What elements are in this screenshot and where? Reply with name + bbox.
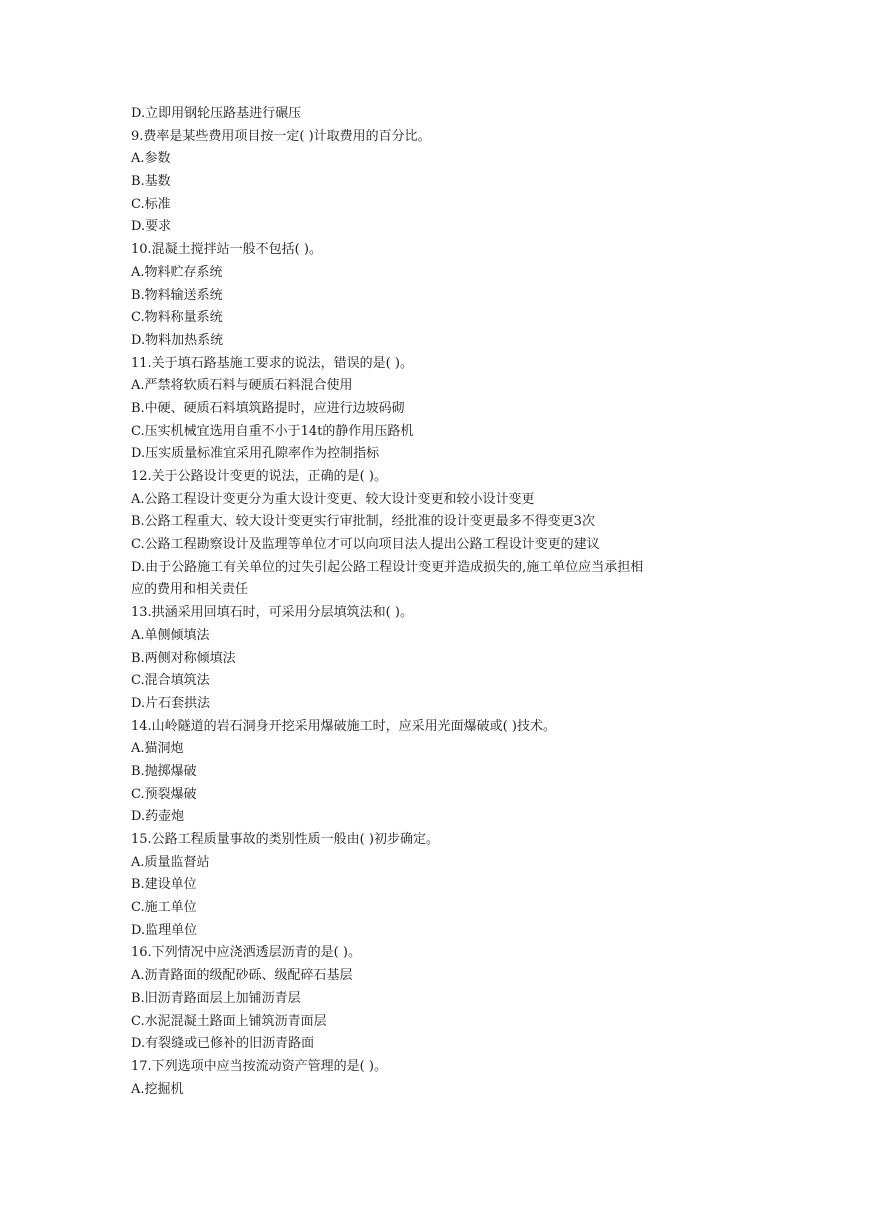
option-line: A.挖掘机 <box>131 1081 184 1097</box>
option-line: C.施工单位 <box>131 900 197 916</box>
option-line: A.严禁将软质石料与硬质石料混合使用 <box>131 378 353 394</box>
option-line: D.要求 <box>131 219 172 235</box>
question-line: 14.山岭隧道的岩石洞身开挖采用爆破施工时，应采用光面爆破或( )技术。 <box>131 718 556 734</box>
question-line: 17.下列选项中应当按流动资产管理的是( )。 <box>131 1058 387 1074</box>
question-line: 11.关于填石路基施工要求的说法，错误的是( )。 <box>131 355 413 371</box>
option-line: B.公路工程重大、较大设计变更实行审批制，经批准的设计变更最多不得变更3次 <box>131 514 595 530</box>
document-page <box>131 103 771 1101</box>
option-line: D.片石套拱法 <box>131 695 211 711</box>
option-line: A.公路工程设计变更分为重大设计变更、较大设计变更和较小设计变更 <box>131 491 535 507</box>
question-line: 10.混凝土搅拌站一般不包括( )。 <box>131 242 322 258</box>
option-line: D.物料加热系统 <box>131 332 224 348</box>
option-line: D.立即用钢轮压路基进行碾压 <box>131 106 302 121</box>
question-line: 12.关于公路设计变更的说法，正确的是( )。 <box>131 469 387 484</box>
option-line: C.标准 <box>131 196 171 212</box>
option-line: C.水泥混凝土路面上铺筑沥青面层 <box>131 1013 327 1029</box>
option-line: A.沥青路面的级配砂砾、级配碎石基层 <box>131 968 353 984</box>
option-line: B.中硬、硬质石料填筑路提时，应进行边坡码砌 <box>131 400 405 416</box>
option-line: A.猫洞炮 <box>131 741 184 757</box>
option-line: B.两侧对称倾填法 <box>131 650 236 666</box>
option-line: C.混合填筑法 <box>131 673 210 689</box>
question-line: 16.下列情况中应浇洒透层沥青的是( )。 <box>131 945 361 961</box>
option-line: C.物料称量系统 <box>131 310 223 326</box>
question-line: 9.费率是某些费用项目按一定( )计取费用的百分比。 <box>131 128 431 144</box>
option-line: C.预裂爆破 <box>131 786 197 802</box>
option-line: C.公路工程勘察设计及监理等单位才可以向项目法人提出公路工程设计变更的建议 <box>131 537 600 553</box>
option-line: C.压实机械宜选用自重不小于14t的静作用压路机 <box>131 423 414 439</box>
option-line: B.基数 <box>131 174 171 190</box>
option-line: B.抛掷爆破 <box>131 763 197 779</box>
option-line: D.监理单位 <box>131 922 198 938</box>
option-line: D.压实质量标准宜采用孔隙率作为控制指标 <box>131 446 380 462</box>
option-line: A.参数 <box>131 151 171 167</box>
option-line: D.药壶炮 <box>131 809 185 825</box>
question-line: 15.公路工程质量事故的类别性质一般由( )初步确定。 <box>131 832 439 847</box>
option-line: A.单侧倾填法 <box>131 627 210 643</box>
option-line: A.质量监督站 <box>131 854 210 870</box>
question-line: 13.拱涵采用回填石时，可采用分层填筑法和( )。 <box>131 605 413 621</box>
option-line: D.由于公路施工有关单位的过失引起公路工程设计变更并造成损失的,施工单位应当承担相 <box>131 559 644 575</box>
option-line: B.建设单位 <box>131 877 197 893</box>
option-line: A.物料贮存系统 <box>131 264 223 280</box>
option-line: B.旧沥青路面层上加铺沥青层 <box>131 990 301 1006</box>
option-line-continuation: 应的费用和相关责任 <box>131 582 249 598</box>
option-line: D.有裂缝或已修补的旧沥青路面 <box>131 1036 315 1052</box>
option-line: B.物料输送系统 <box>131 287 223 303</box>
